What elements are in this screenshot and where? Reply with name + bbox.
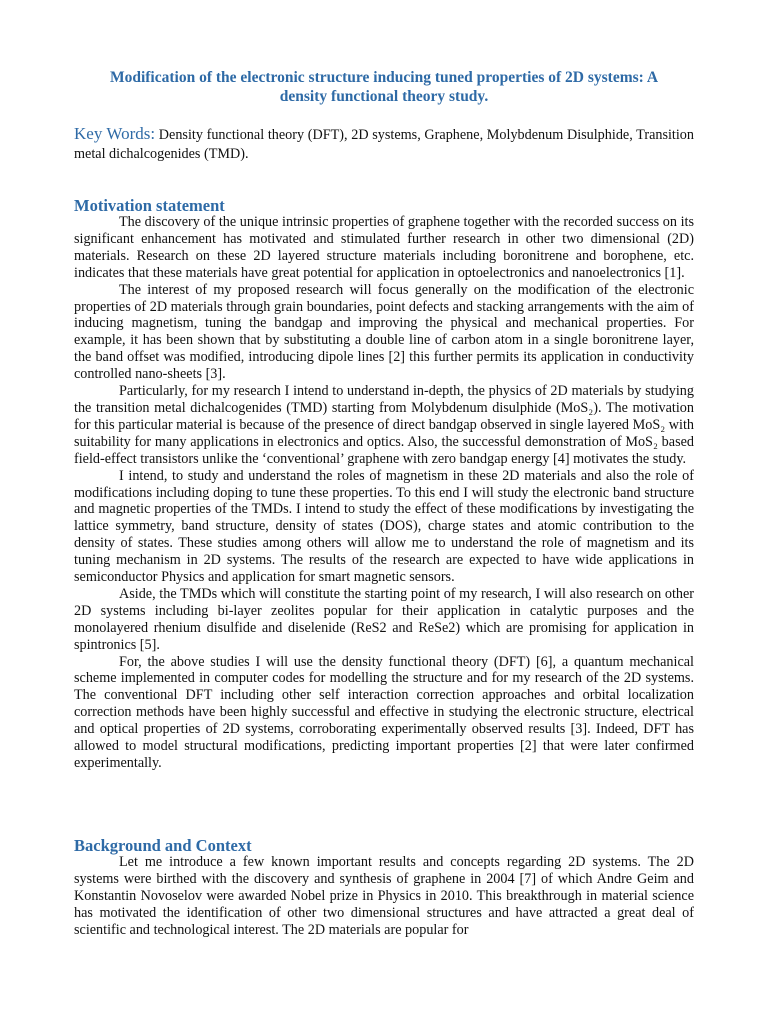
keywords-text: Density functional theory (DFT), 2D systems, Graphene, Molybdenum Disulphide, Transition metal dichalcogenides (TMD). bbox=[74, 127, 694, 162]
paragraph: The discovery of the unique intrinsic properties of graphene together with the recorded success on its significant enhancement has motivated and stimulated further research in other two dimensional (2D) materials. Research on these 2D layered structure materials including boronitrene and borophene, etc. indicates that these materials have great potential for application in optoelectronics and nanoelectronics [1]. bbox=[74, 214, 694, 281]
paragraph: Particularly, for my research I intend to understand in-depth, the physics of 2D materials by studying the transition metal dichalcogenides (TMD) starting from Molybdenum disulphide (MoS₂). The motivation for this particular material is because of the presence of direct bandgap observed in single layered MoS₂ with suitability for many applications in electronics and optics. Also, the successful demonstration of MoS₂ based field-effect transistors unlike the ‘conventional’ graphene with zero bandgap energy [4] motivates the study. bbox=[74, 383, 694, 467]
paragraph: For, the above studies I will use the density functional theory (DFT) [6], a quantum mechanical scheme implemented in computer codes for modelling the structure and for my research of the 2D systems. The conventional DFT including other self interaction correction approaches and orbital localization correction methods have been highly successful and effective in studying the electronic structure, electrical and optical properties of 2D systems, corroborating experimentally observed results [3]. Indeed, DFT has allowed to model structural modifications, predicting important properties [2] that were later confirmed experimentally. bbox=[74, 653, 694, 771]
paragraph: I intend, to study and understand the roles of magnetism in these 2D materials and also the role of modifications including doping to tune these properties. To this end I will study the electronic band structure and magnetic properties of the TMDs. I intend to study the effect of these modifications by investigating the lattice symmetry, band structure, density of states (DOS), charge states and atomic contribution to the density of states. These studies among others will allow me to understand the role of magnetism and its tuning mechanism in 2D systems. The results of the research are expected to have wide applications in semiconductor Physics and application for smart magnetic sensors. bbox=[74, 467, 694, 586]
paragraph: Let me introduce a few known important results and concepts regarding 2D systems. The 2D systems were birthed with the discovery and synthesis of graphene in 2004 [7] of which Andre Geim and Konstantin Novoselov were awarded Nobel prize in Physics in 2010. This breakthrough in material science has motivated the identification of other two dimensional structures and have attracted a great deal of scientific and technological interest. The 2D materials are popular for bbox=[74, 854, 694, 938]
motivation-heading: Motivation statement bbox=[74, 196, 225, 215]
keywords-colon: : bbox=[150, 124, 156, 143]
document-title: Modification of the electronic structure inducing tuned properties of 2D systems: A density functional theory study. bbox=[109, 69, 659, 105]
paragraph: The interest of my proposed research will focus generally on the modification of the electronic properties of 2D materials through grain boundaries, point defects and stacking arrangements with the aim of inducing magnetism, tuning the bandgap and improving the physical and mechanical properties. For example, it has been shown that by substituting a double line of carbon atom in a single boronitrene layer, the band offset was modified, introducing dipole lines [2] this further permits its application in conductivity controlled nano-sheets [3]. bbox=[74, 281, 694, 383]
background-heading: Background and Context bbox=[74, 836, 252, 855]
keywords-label: Key Words bbox=[74, 124, 151, 143]
keywords-line bbox=[74, 124, 694, 164]
background-section bbox=[74, 854, 694, 939]
paragraph: Aside, the TMDs which will constitute the starting point of my research, I will also research on other 2D systems including bi-layer zeolites popular for their application in catalytic purposes and the monolayered rhenium disulfide and diselenide (ReS2 and ReSe2) which are promising for application in spintronics [5]. bbox=[74, 585, 694, 653]
motivation-section bbox=[74, 214, 694, 772]
